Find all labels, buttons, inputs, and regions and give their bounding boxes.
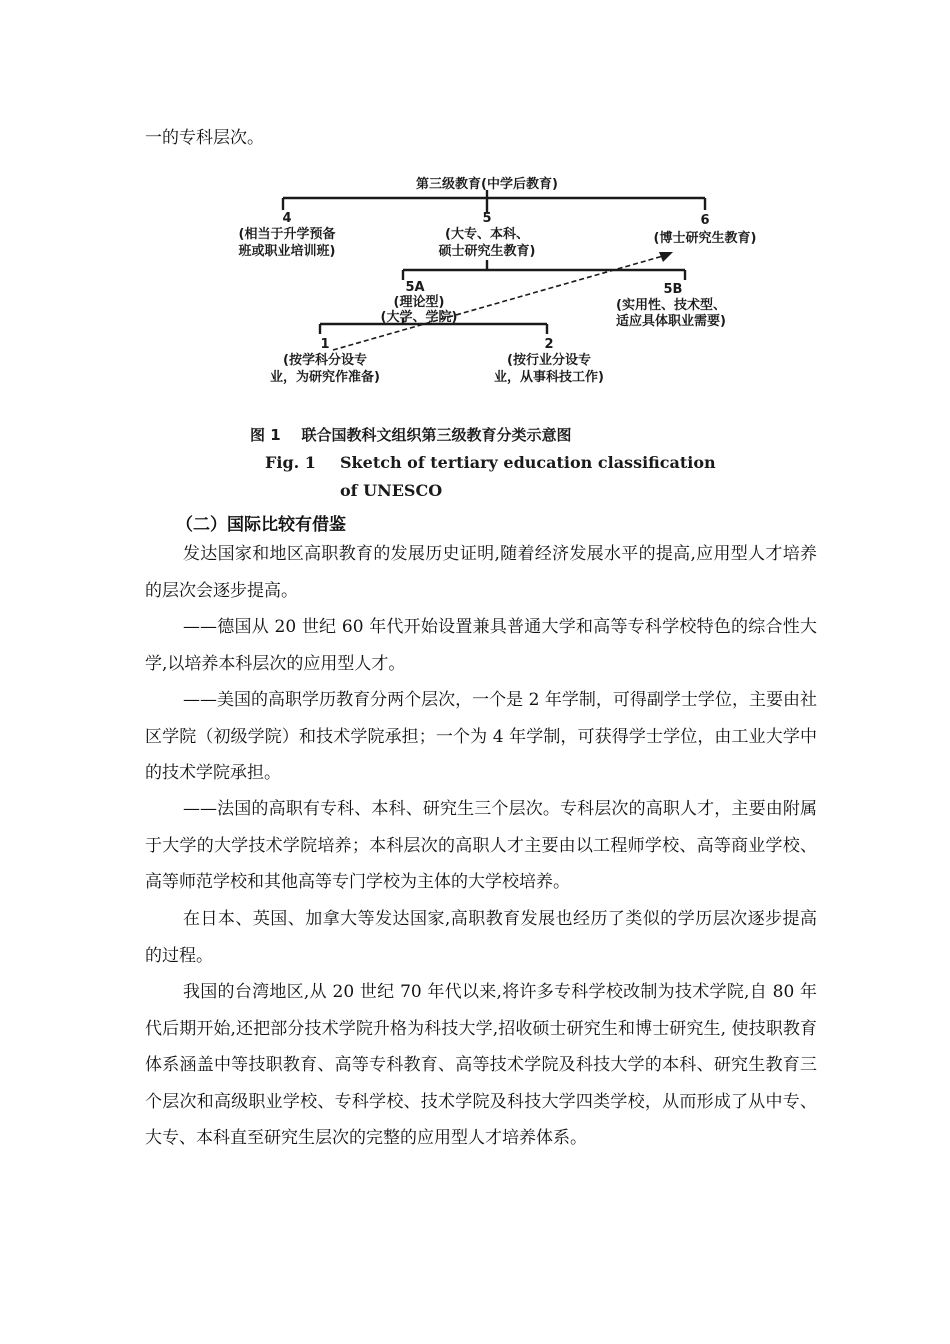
n5b-line1: (实用性、技术型、 bbox=[616, 298, 726, 313]
arrow-head bbox=[659, 252, 673, 262]
n5-line1: (大专、本科、 bbox=[445, 227, 529, 242]
unesco-classification-diagram bbox=[215, 172, 815, 392]
n5-line2: 硕士研究生教育) bbox=[438, 244, 536, 259]
n1-num: 1 bbox=[320, 337, 330, 352]
n4-line1: (相当于升学预备 bbox=[238, 227, 336, 242]
n5a-line2: (大学、学院) bbox=[380, 310, 458, 325]
paragraph-3: ——美国的高职学历教育分两个层次，一个是 2 年学制，可得副学士学位，主要由社区学院（初级学院）和技术学院承担；一个为 4 年学制，可获得学士学位，由工业大学中的技术学院承担。 bbox=[145, 690, 817, 783]
n2-num: 2 bbox=[544, 337, 554, 352]
n4-line2: 班或职业培训班) bbox=[238, 244, 336, 259]
n1-line2: 业，为研究作准备) bbox=[270, 370, 380, 385]
root-label: 第三级教育(中学后教育) bbox=[416, 177, 558, 192]
n5b-num: 5B bbox=[663, 282, 683, 297]
n5-num: 5 bbox=[482, 211, 492, 226]
n6-line1: (博士研究生教育) bbox=[653, 231, 757, 246]
figure-caption-en-line2: of UNESCO bbox=[340, 481, 443, 500]
figure-caption-cn: 图 1 联合国教科文组织第三级教育分类示意图 bbox=[250, 426, 572, 444]
n4-num: 4 bbox=[282, 211, 292, 226]
n2-line2: 业，从事科技工作) bbox=[494, 370, 604, 385]
n5b-line2: 适应具体职业需要) bbox=[616, 314, 726, 329]
paragraph-4: ——法国的高职有专科、本科、研究生三个层次。专科层次的高职人才，主要由附属于大学的大学技术学院培养；本科层次的高职人才主要由以工程师学校、高等商业学校、高等师范学校和其他高等专门学校为主体的大学校培养。 bbox=[145, 799, 817, 892]
figure-caption-en-line1: Sketch of tertiary education classification bbox=[340, 453, 716, 472]
figure-caption-en-label: Fig. 1 bbox=[265, 453, 316, 472]
n5a-num: 5A bbox=[405, 280, 425, 295]
paragraph-5: 在日本、英国、加拿大等发达国家,高职教育发展也经历了类似的学历层次逐步提高的过程。 bbox=[145, 909, 817, 966]
n6-num: 6 bbox=[700, 213, 710, 228]
paragraph-6: 我国的台湾地区,从 20 世纪 70 年代以来,将许多专科学校改制为技术学院,自 80 年代后期开始,还把部分技术学院升格为科技大学,招收硕士研究生和博士研究生, 使技职教育体系涵盖中等技职教育、高等专科教育、高等技术学院及科技大学的本科、研究生教育三个层次和高级职业学校、专科学校、技术学院及科技大学四类学校，从而形成了从中专、大专、本科直至研究生层次的完整的应用型人才培养体系。 bbox=[145, 982, 817, 1148]
n5a-line1: (理论型) bbox=[393, 295, 445, 310]
n2-line1: (按行业分设专 bbox=[507, 353, 591, 368]
paragraph-2: ——德国从 20 世纪 60 年代开始设置兼具普通大学和高等专科学校特色的综合性大学,以培养本科层次的应用型人才。 bbox=[145, 617, 817, 674]
n1-line1: (按学科分设专 bbox=[283, 353, 367, 368]
lead-line: 一的专科层次。 bbox=[145, 128, 264, 148]
paragraph-1: 发达国家和地区高职教育的发展历史证明,随着经济发展水平的提高,应用型人才培养的层次会逐步提高。 bbox=[145, 544, 817, 601]
section-heading: （二）国际比较有借鉴 bbox=[176, 515, 346, 535]
